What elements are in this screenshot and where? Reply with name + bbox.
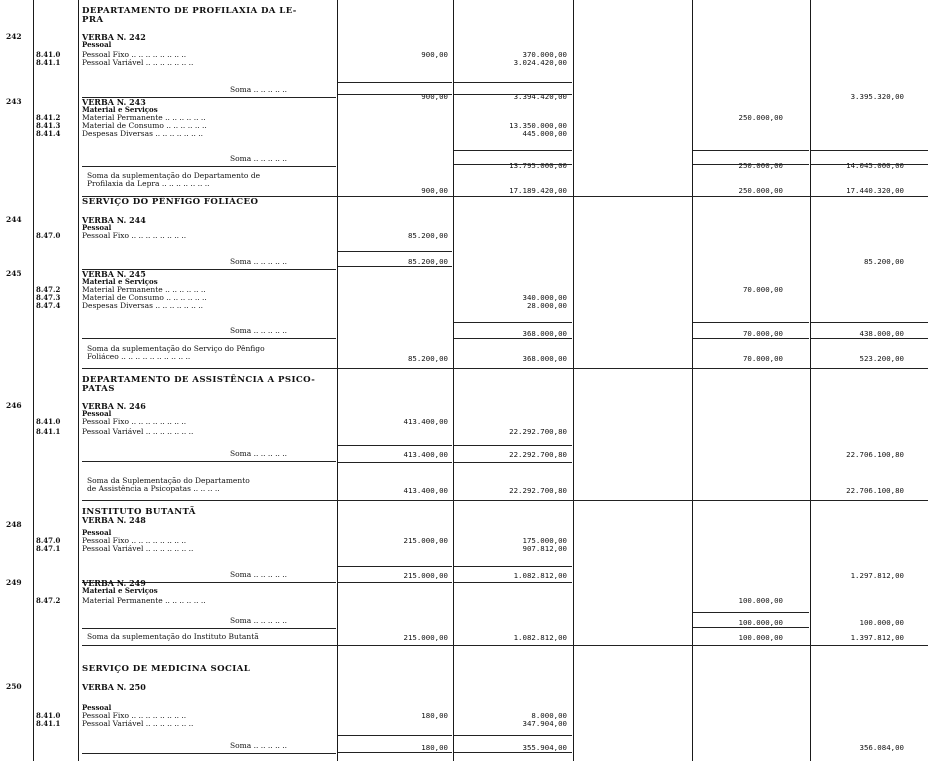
soma-amount: 22.706.100,80 — [846, 450, 904, 459]
verba-title: VERBA N. 245 — [82, 269, 146, 279]
amount-cell: 250.000,00 — [738, 113, 783, 122]
soma-amount: 355.904,00 — [522, 743, 567, 752]
amount-cell: 413.400,00 — [403, 417, 448, 426]
rule-line — [454, 82, 572, 83]
item-code: 8.47.3 — [36, 293, 61, 302]
soma-amount: 250.000,00 — [738, 161, 783, 170]
verba-subtitle: Pessoal — [82, 409, 112, 418]
item-code: 8.47.1 — [36, 544, 61, 553]
item-description: Material de Consumo .. .. .. .. .. .. — [82, 293, 207, 302]
amount-cell: 340.000,00 — [522, 293, 567, 302]
soma-label: Soma .. .. .. .. .. — [230, 326, 287, 335]
item-description: Pessoal Fixo .. .. .. .. .. .. .. .. — [82, 50, 187, 59]
rule-line — [811, 164, 928, 165]
amount-cell: 13.350.000,00 — [509, 121, 567, 130]
rule-line — [693, 612, 809, 613]
total-amount: 413.400,00 — [403, 486, 448, 495]
verba-title: VERBA N. 242 — [82, 32, 146, 42]
amount-cell: 215.000,00 — [403, 536, 448, 545]
amount-cell: 100.000,00 — [738, 596, 783, 605]
soma-amount: 100.000,00 — [859, 618, 904, 627]
rule-line — [454, 338, 572, 339]
soma-label: Soma .. .. .. .. .. — [230, 570, 287, 579]
verba-subtitle: Pessoal — [82, 703, 112, 712]
item-description: Pessoal Fixo .. .. .. .. .. .. .. .. — [82, 711, 187, 720]
rule-line — [693, 627, 809, 628]
column-rule — [33, 0, 34, 761]
item-description: Despesas Diversas .. .. .. .. .. .. .. — [82, 129, 203, 138]
verba-number: 244 — [6, 215, 22, 224]
total-amount: 22.292.700,80 — [509, 486, 567, 495]
column-rule — [810, 0, 811, 761]
section-heading: SERVIÇO DE MEDICINA SOCIAL — [82, 664, 251, 674]
soma-amount: 1.297.812,00 — [850, 571, 904, 580]
section-heading: PRA — [82, 15, 104, 25]
section-heading: DEPARTAMENTO DE ASSISTÊNCIA A PSICO- — [82, 375, 316, 385]
rule-line — [338, 445, 452, 446]
verba-number: 250 — [6, 682, 22, 691]
total-amount: 368.000,00 — [522, 354, 567, 363]
amount-cell: 3.024.420,00 — [513, 58, 567, 67]
soma-amount: 180,00 — [421, 743, 448, 752]
soma-amount: 215.000,00 — [403, 571, 448, 580]
column-rule — [573, 0, 574, 761]
rule-line — [82, 461, 336, 462]
item-description: Pessoal Variável .. .. .. .. .. .. .. — [82, 544, 194, 553]
total-amount: 17.189.420,00 — [509, 186, 567, 195]
item-description: Material Permanente .. .. .. .. .. .. — [82, 285, 206, 294]
section-heading: SERVIÇO DO PÊNFIGO FOLIÁCEO — [82, 197, 259, 207]
item-description: Material de Consumo .. .. .. .. .. .. — [82, 121, 207, 130]
amount-cell: 907.812,00 — [522, 544, 567, 553]
verba-number: 245 — [6, 269, 22, 278]
verba-subtitle: Material e Serviços — [82, 586, 158, 595]
item-description: Pessoal Fixo .. .. .. .. .. .. .. .. — [82, 231, 187, 240]
verba-title: VERBA N. 248 — [82, 515, 146, 525]
rule-line — [338, 752, 452, 753]
total-amount: 1.397.812,00 — [850, 633, 904, 642]
item-description: Pessoal Fixo .. .. .. .. .. .. .. .. — [82, 536, 187, 545]
item-description: Pessoal Variável .. .. .. .. .. .. .. — [82, 719, 194, 728]
rule-line — [82, 368, 928, 369]
verba-subtitle: Material e Serviços — [82, 277, 158, 286]
verba-title: VERBA N. 246 — [82, 401, 146, 411]
rule-line — [454, 752, 572, 753]
column-rule — [337, 0, 338, 761]
item-code: 8.47.0 — [36, 536, 61, 545]
item-description: Material Permanente .. .. .. .. .. .. — [82, 113, 206, 122]
item-code: 8.47.4 — [36, 301, 61, 310]
item-code: 8.41.0 — [36, 711, 61, 720]
soma-amount: 70.000,00 — [742, 329, 783, 338]
total-label: Soma da Suplementação do Departamento — [87, 476, 250, 485]
column-rule — [692, 0, 693, 761]
total-amount: 70.000,00 — [742, 354, 783, 363]
total-label: de Assistência a Psicopatas .. .. .. .. — [87, 484, 220, 493]
rule-line — [338, 94, 452, 95]
amount-cell: 445.000,00 — [522, 129, 567, 138]
item-description: Despesas Diversas .. .. .. .. .. .. .. — [82, 301, 203, 310]
soma-amount: 368.000,00 — [522, 329, 567, 338]
rule-line — [338, 266, 452, 267]
rule-line — [811, 322, 928, 323]
rule-line — [338, 462, 452, 463]
rule-line — [338, 566, 452, 567]
verba-number: 243 — [6, 97, 22, 106]
item-code: 8.41.1 — [36, 58, 61, 67]
total-amount: 250.000,00 — [738, 186, 783, 195]
item-description: Material Permanente .. .. .. .. .. .. — [82, 596, 206, 605]
amount-cell: 180,00 — [421, 711, 448, 720]
verba-title: VERBA N. 249 — [82, 578, 146, 588]
total-label: Profilaxia da Lepra .. .. .. .. .. .. .. — [87, 179, 210, 188]
total-amount: 100.000,00 — [738, 633, 783, 642]
column-rule — [453, 0, 454, 761]
soma-label: Soma .. .. .. .. .. — [230, 741, 287, 750]
rule-line — [454, 735, 572, 736]
section-heading: DEPARTAMENTO DE PROFILAXIA DA LE- — [82, 6, 297, 16]
amount-cell: 85.200,00 — [407, 231, 448, 240]
item-code: 8.47.2 — [36, 596, 61, 605]
total-amount: 900,00 — [421, 186, 448, 195]
soma-amount: 85.200,00 — [863, 257, 904, 266]
total-amount: 22.706.100,80 — [846, 486, 904, 495]
rule-line — [454, 164, 572, 165]
total-label: Foliáceo .. .. .. .. .. .. .. .. .. .. — [87, 352, 191, 361]
soma-label: Soma .. .. .. .. .. — [230, 616, 287, 625]
soma-amount: 100.000,00 — [738, 618, 783, 627]
verba-subtitle: Pessoal — [82, 528, 112, 537]
soma-amount: 22.292.700,80 — [509, 450, 567, 459]
amount-cell: 28.000,00 — [526, 301, 567, 310]
soma-amount: 85.200,00 — [407, 257, 448, 266]
item-description: Pessoal Fixo .. .. .. .. .. .. .. .. — [82, 417, 187, 426]
rule-line — [338, 251, 452, 252]
item-code: 8.41.0 — [36, 50, 61, 59]
soma-amount: 13.795.000,00 — [509, 161, 567, 170]
soma-label: Soma .. .. .. .. .. — [230, 449, 287, 458]
total-amount: 1.082.812,00 — [513, 633, 567, 642]
item-code: 8.41.4 — [36, 129, 61, 138]
item-code: 8.41.2 — [36, 113, 61, 122]
soma-amount: 413.400,00 — [403, 450, 448, 459]
total-label: Soma da suplementação do Departamento de — [87, 171, 261, 180]
total-amount: 17.440.320,00 — [846, 186, 904, 195]
rule-line — [82, 628, 336, 629]
rule-line — [693, 164, 809, 165]
rule-line — [338, 582, 452, 583]
amount-cell: 22.292.700,80 — [509, 427, 567, 436]
soma-amount: 356.084,00 — [859, 743, 904, 752]
verba-subtitle: Pessoal — [82, 223, 112, 232]
rule-line — [82, 645, 928, 646]
verba-number: 248 — [6, 520, 22, 529]
total-amount: 215.000,00 — [403, 633, 448, 642]
soma-amount: 900,00 — [421, 92, 448, 101]
item-description: Pessoal Variável .. .. .. .. .. .. .. — [82, 58, 194, 67]
rule-line — [454, 582, 572, 583]
total-label: Soma da suplementação do Serviço do Pênfigo — [87, 344, 265, 353]
total-amount: 523.200,00 — [859, 354, 904, 363]
verba-number: 246 — [6, 401, 22, 410]
amount-cell: 175.000,00 — [522, 536, 567, 545]
item-code: 8.41.1 — [36, 427, 61, 436]
rule-line — [454, 566, 572, 567]
amount-cell: 900,00 — [421, 50, 448, 59]
rule-line — [811, 338, 928, 339]
rule-line — [454, 322, 572, 323]
soma-label: Soma .. .. .. .. .. — [230, 154, 287, 163]
verba-number: 242 — [6, 32, 22, 41]
section-heading: PATAS — [82, 384, 115, 394]
amount-cell: 347.904,00 — [522, 719, 567, 728]
rule-line — [693, 338, 809, 339]
total-amount: 85.200,00 — [407, 354, 448, 363]
item-code: 8.41.3 — [36, 121, 61, 130]
soma-amount: 1.082.812,00 — [513, 571, 567, 580]
rule-line — [338, 735, 452, 736]
soma-amount: 3.395.320,00 — [850, 92, 904, 101]
rule-line — [693, 150, 809, 151]
verba-title: VERBA N. 250 — [82, 682, 146, 692]
item-code: 8.47.2 — [36, 285, 61, 294]
verba-number: 249 — [6, 578, 22, 587]
verba-subtitle: Material e Serviços — [82, 105, 158, 114]
amount-cell: 70.000,00 — [742, 285, 783, 294]
rule-line — [454, 445, 572, 446]
soma-label: Soma .. .. .. .. .. — [230, 257, 287, 266]
item-code: 8.41.0 — [36, 417, 61, 426]
rule-line — [454, 462, 572, 463]
rule-line — [338, 82, 452, 83]
amount-cell: 370.000,00 — [522, 50, 567, 59]
soma-amount: 14.045.000,00 — [846, 161, 904, 170]
soma-label: Soma .. .. .. .. .. — [230, 85, 287, 94]
rule-line — [811, 150, 928, 151]
soma-amount: 3.394.420,00 — [513, 92, 567, 101]
total-label: Soma da suplementação do Instituto Butantã — [87, 632, 259, 641]
section-heading: INSTITUTO BUTANTÃ — [82, 507, 196, 517]
rule-line — [82, 338, 336, 339]
soma-amount: 438.000,00 — [859, 329, 904, 338]
rule-line — [82, 500, 928, 501]
verba-title: VERBA N. 244 — [82, 215, 146, 225]
verba-title: VERBA N. 243 — [82, 97, 146, 107]
item-code: 8.41.1 — [36, 719, 61, 728]
rule-line — [82, 753, 336, 754]
rule-line — [693, 322, 809, 323]
amount-cell: 8.000,00 — [531, 711, 567, 720]
rule-line — [454, 94, 572, 95]
item-description: Pessoal Variável .. .. .. .. .. .. .. — [82, 427, 194, 436]
item-code: 8.47.0 — [36, 231, 61, 240]
verba-subtitle: Pessoal — [82, 40, 112, 49]
column-rule — [78, 0, 79, 761]
rule-line — [454, 150, 572, 151]
rule-line — [82, 166, 336, 167]
